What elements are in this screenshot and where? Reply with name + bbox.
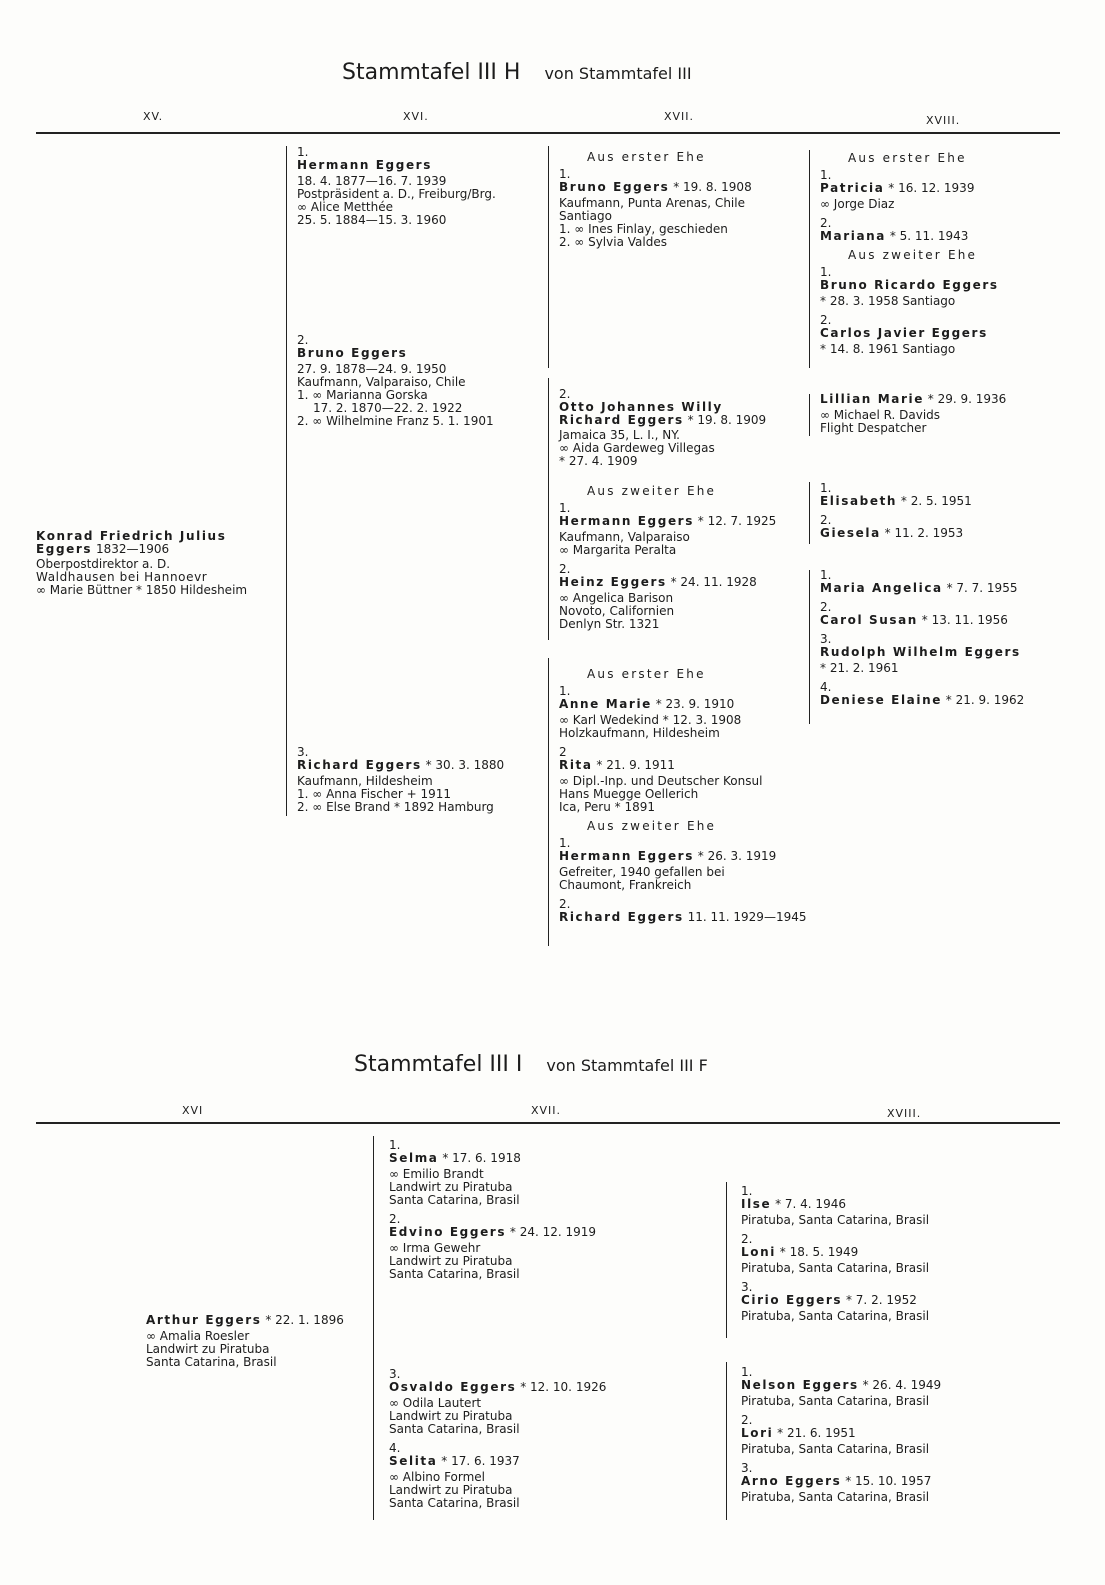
- person-occupation: Kaufmann, Hildesheim: [297, 774, 433, 788]
- tafel-i-gen17-b: [389, 1368, 606, 1510]
- tafel-h-gen16-2: [297, 334, 494, 428]
- child-number: 2.: [559, 562, 571, 576]
- tafel-h-brace-gen18-a: [809, 150, 810, 368]
- person-dates: * 22. 1. 1896: [265, 1313, 344, 1327]
- person-spouse: ∞ Dipl.-Inp. und Deutscher Konsul: [559, 774, 763, 788]
- person-name: Deniese Elaine: [820, 693, 942, 707]
- tafel-h-gen18-b: [820, 393, 1006, 435]
- child-number: 2.: [820, 513, 832, 527]
- person-name: Bruno Ricardo Eggers: [820, 278, 999, 292]
- tafel-h-root: [36, 530, 247, 597]
- person-name: Bruno Eggers: [297, 346, 408, 360]
- person-dates: * 24. 12. 1919: [509, 1225, 597, 1239]
- spouse-dates: * 27. 4. 1909: [559, 454, 638, 468]
- child-number: 1.: [559, 501, 571, 515]
- person-dates: * 7. 4. 1946: [775, 1197, 846, 1211]
- child-number: 1.: [297, 145, 309, 159]
- person-name: Carol Susan: [820, 613, 918, 627]
- child-number: 1.: [741, 1365, 753, 1379]
- person-name: Arno Eggers: [741, 1474, 842, 1488]
- person-dates: * 23. 9. 1910: [655, 697, 735, 711]
- person-name: Cirio Eggers: [741, 1293, 843, 1307]
- person-dates: * 30. 3. 1880: [425, 758, 505, 772]
- spouse-dates: 17. 2. 1870—22. 2. 1922: [313, 401, 463, 415]
- person-spouse: ∞ Aida Gardeweg Villegas: [559, 441, 715, 455]
- person-name: Richard Eggers: [559, 413, 684, 427]
- person-place: Santiago: [559, 209, 612, 223]
- person-occupation: Oberpostdirektor a. D.: [36, 557, 171, 571]
- person-dates: * 2. 5. 1951: [900, 494, 972, 508]
- person-name: Ilse: [741, 1197, 772, 1211]
- tafel-h-brace-gen16: [286, 146, 287, 816]
- tafel-h-gen18-c: [820, 482, 972, 540]
- spouse-dates: 25. 5. 1884—15. 3. 1960: [297, 213, 447, 227]
- person-spouse: ∞ Angelica Barison: [559, 591, 674, 605]
- person-occupation: Landwirt zu Piratuba: [389, 1254, 513, 1268]
- tafel-h-brace-gen17-d: [548, 658, 549, 946]
- person-place: Novoto, Californien: [559, 604, 675, 618]
- person-dates: 18. 4. 1877—16. 7. 1939: [297, 174, 447, 188]
- tafel-h-brace-gen17-a: [548, 146, 549, 368]
- person-dates: * 13. 11. 1956: [921, 613, 1008, 627]
- tafel-i-title: [354, 1052, 708, 1079]
- person-spouse: 1. ∞ Ines Finlay, geschieden: [559, 222, 728, 236]
- marriage-heading: Aus zweiter Ehe: [587, 484, 717, 498]
- person-name: Elisabeth: [820, 494, 898, 508]
- child-number: 1.: [741, 1184, 753, 1198]
- person-dates: * 17. 6. 1937: [441, 1454, 520, 1468]
- person-place: Piratuba, Santa Catarina, Brasil: [741, 1490, 930, 1504]
- tafel-i-brace-gen18-a: [726, 1182, 727, 1338]
- person-spouse: 1. ∞ Marianna Gorska: [297, 388, 428, 402]
- person-place: Piratuba, Santa Catarina, Brasil: [741, 1213, 930, 1227]
- person-spouse: ∞ Irma Gewehr: [389, 1241, 481, 1255]
- tafel-h-gen17-c: [559, 485, 776, 631]
- tafel-h-brace-gen18-c: [809, 482, 810, 544]
- person-name: Maria Angelica: [820, 581, 943, 595]
- tafel-i-title-main: Stammtafel III I: [354, 1052, 523, 1077]
- tafel-i-brace-gen17: [373, 1136, 374, 1520]
- person-occupation: Landwirt zu Piratuba: [389, 1483, 513, 1497]
- person-address: Denlyn Str. 1321: [559, 617, 660, 631]
- person-spouse: ∞ Michael R. Davids: [820, 408, 941, 422]
- person-spouse: ∞ Marie Büttner * 1850 Hildesheim: [36, 583, 248, 597]
- tafel-i-col-xvii: XVII.: [531, 1104, 562, 1117]
- tafel-h-col-xvi: XVI.: [403, 110, 429, 123]
- person-spouse: ∞ Alice Metthée: [297, 200, 393, 214]
- tafel-h-gen17-d: [559, 668, 806, 924]
- person-name: Heinz Eggers: [559, 575, 667, 589]
- tafel-i-header-rule: [36, 1122, 1060, 1124]
- person-spouse: ∞ Karl Wedekind * 12. 3. 1908: [559, 713, 742, 727]
- person-dates: * 26. 4. 1949: [862, 1378, 942, 1392]
- tafel-h-gen17-a: [559, 151, 752, 249]
- tafel-i-brace-gen18-b: [726, 1362, 727, 1520]
- child-number: 1.: [559, 836, 571, 850]
- person-name: Selma: [389, 1151, 439, 1165]
- person-spouse: 2. ∞ Else Brand * 1892 Hamburg: [297, 800, 494, 814]
- person-spouse: ∞ Odila Lautert: [389, 1396, 482, 1410]
- tafel-h-subtitle: von Stammtafel III: [544, 64, 692, 83]
- tafel-h-gen16-3: [297, 746, 504, 814]
- tafel-i-col-xvi: XVI: [182, 1104, 204, 1117]
- person-dates: * 5. 11. 1943: [889, 229, 969, 243]
- person-occupation: Landwirt zu Piratuba: [389, 1409, 513, 1423]
- person-place: Ica, Peru * 1891: [559, 800, 656, 814]
- person-dates: * 12. 10. 1926: [520, 1380, 607, 1394]
- person-dates: * 21. 9. 1911: [596, 758, 675, 772]
- marriage-heading: Aus zweiter Ehe: [587, 819, 717, 833]
- person-dates: * 24. 11. 1928: [670, 575, 757, 589]
- person-name: Giesela: [820, 526, 881, 540]
- person-name: Hermann Eggers: [297, 158, 432, 172]
- person-name: Richard Eggers: [297, 758, 422, 772]
- tafel-h-title: [342, 60, 692, 87]
- person-spouse: ∞ Amalia Roesler: [146, 1329, 250, 1343]
- person-dates: * 14. 8. 1961 Santiago: [820, 342, 956, 356]
- tafel-i-gen18-a: [741, 1185, 929, 1323]
- person-name: Nelson Eggers: [741, 1378, 859, 1392]
- person-name: Carlos Javier Eggers: [820, 326, 988, 340]
- person-occupation: Kaufmann, Valparaiso: [559, 530, 690, 544]
- child-number: 2.: [741, 1232, 753, 1246]
- child-number: 3.: [389, 1367, 401, 1381]
- child-number: 2.: [820, 313, 832, 327]
- person-name: Hermann Eggers: [559, 514, 694, 528]
- person-place: Piratuba, Santa Catarina, Brasil: [741, 1261, 930, 1275]
- person-name: Hermann Eggers: [559, 849, 694, 863]
- child-number: 2.: [297, 333, 309, 347]
- tafel-h-title-main: Stammtafel III H: [342, 60, 521, 85]
- tafel-i-gen17-a: [389, 1139, 596, 1281]
- person-name: Loni: [741, 1245, 776, 1259]
- person-occupation: Postpräsident a. D., Freiburg/Brg.: [297, 187, 496, 201]
- tafel-h-gen16-1: [297, 146, 496, 227]
- tafel-i-subtitle: von Stammtafel III F: [546, 1056, 708, 1075]
- child-number: 2.: [820, 216, 832, 230]
- person-name: Selita: [389, 1454, 438, 1468]
- person-place: Piratuba, Santa Catarina, Brasil: [741, 1442, 930, 1456]
- person-dates: 27. 9. 1878—24. 9. 1950: [297, 362, 447, 376]
- person-place: Santa Catarina, Brasil: [146, 1355, 277, 1369]
- tafel-h-brace-gen17-b: [548, 378, 549, 640]
- person-name: Patricia: [820, 181, 885, 195]
- person-name: Richard Eggers: [559, 910, 684, 924]
- child-number: 1.: [820, 168, 832, 182]
- person-spouse: ∞ Margarita Peralta: [559, 543, 677, 557]
- tafel-i-root: [146, 1314, 344, 1369]
- person-dates: * 21. 2. 1961: [820, 661, 899, 675]
- person-dates: * 7. 7. 1955: [946, 581, 1018, 595]
- person-dates: * 11. 2. 1953: [884, 526, 964, 540]
- child-number: 1.: [820, 568, 832, 582]
- tafel-h-brace-gen18-b: [809, 394, 810, 436]
- person-spouse: ∞ Emilio Brandt: [389, 1167, 484, 1181]
- child-number: 2.: [820, 600, 832, 614]
- child-number: 4.: [820, 680, 832, 694]
- marriage-heading: Aus erster Ehe: [587, 150, 706, 164]
- child-number: 2.: [389, 1212, 401, 1226]
- person-name: Osvaldo Eggers: [389, 1380, 517, 1394]
- person-dates: * 16. 12. 1939: [888, 181, 975, 195]
- child-number: 4.: [389, 1441, 401, 1455]
- person-spouse: ∞ Jorge Diaz: [820, 197, 895, 211]
- person-name: Edvino Eggers: [389, 1225, 507, 1239]
- person-occupation: Holzkaufmann, Hildesheim: [559, 726, 720, 740]
- person-dates: * 26. 3. 1919: [697, 849, 777, 863]
- spouse-name: Hans Muegge Oellerich: [559, 787, 699, 801]
- child-number: 1.: [559, 167, 571, 181]
- person-place: Santa Catarina, Brasil: [389, 1422, 520, 1436]
- child-number: 1.: [559, 684, 571, 698]
- person-place: Santa Catarina, Brasil: [389, 1267, 520, 1281]
- child-number: 2: [559, 745, 567, 759]
- person-name: Mariana: [820, 229, 887, 243]
- person-occupation: Landwirt zu Piratuba: [389, 1180, 513, 1194]
- person-name: Rita: [559, 758, 593, 772]
- person-place: Santa Catarina, Brasil: [389, 1496, 520, 1510]
- person-place: Piratuba, Santa Catarina, Brasil: [741, 1309, 930, 1323]
- person-name: Otto Johannes Willy: [559, 400, 723, 414]
- person-dates: * 7. 2. 1952: [845, 1293, 917, 1307]
- tafel-h-gen17-b: [559, 388, 766, 468]
- person-place: Santa Catarina, Brasil: [389, 1193, 520, 1207]
- person-dates: * 28. 3. 1958 Santiago: [820, 294, 956, 308]
- person-dates: * 12. 7. 1925: [697, 514, 777, 528]
- person-dates: * 19. 8. 1908: [673, 180, 752, 194]
- person-dates: * 17. 6. 1918: [442, 1151, 521, 1165]
- child-number: 3.: [741, 1280, 753, 1294]
- person-dates: 11. 11. 1929—1945: [687, 910, 807, 924]
- tafel-h-brace-gen18-d: [809, 570, 810, 724]
- person-name: Arthur Eggers: [146, 1313, 262, 1327]
- tafel-h-col-xv: XV.: [143, 110, 164, 123]
- person-name: Bruno Eggers: [559, 180, 670, 194]
- person-dates: * 18. 5. 1949: [779, 1245, 859, 1259]
- person-dates: 1832—1906: [96, 542, 170, 556]
- person-spouse: 2. ∞ Wilhelmine Franz 5. 1. 1901: [297, 414, 494, 428]
- person-occupation: Gefreiter, 1940 gefallen bei: [559, 865, 725, 879]
- marriage-heading: Aus erster Ehe: [848, 151, 967, 165]
- child-number: 3.: [741, 1461, 753, 1475]
- child-number: 1.: [820, 265, 832, 279]
- person-dates: * 15. 10. 1957: [845, 1474, 932, 1488]
- person-place: Chaumont, Frankreich: [559, 878, 692, 892]
- tafel-h-gen18-a: [820, 152, 999, 356]
- person-occupation: Flight Despatcher: [820, 421, 927, 435]
- person-name: Rudolph Wilhelm Eggers: [820, 645, 1021, 659]
- person-dates: * 19. 8. 1909: [687, 413, 767, 427]
- tafel-i-gen18-b: [741, 1366, 941, 1504]
- person-name: Konrad Friedrich Julius: [36, 529, 227, 543]
- marriage-heading: Aus zweiter Ehe: [848, 248, 978, 262]
- person-name: Lori: [741, 1426, 774, 1440]
- child-number: 3.: [297, 745, 309, 759]
- tafel-h-gen18-d: [820, 569, 1024, 707]
- tafel-h-col-xvii: XVII.: [664, 110, 695, 123]
- tafel-i-col-xviii: XVIII.: [887, 1107, 922, 1120]
- person-spouse: ∞ Albino Formel: [389, 1470, 486, 1484]
- person-dates: * 21. 6. 1951: [777, 1426, 856, 1440]
- child-number: 2.: [559, 387, 571, 401]
- child-number: 2.: [559, 897, 571, 911]
- child-number: 1.: [389, 1138, 401, 1152]
- tafel-h-col-xviii: XVIII.: [926, 114, 961, 127]
- child-number: 3.: [820, 632, 832, 646]
- person-place: Piratuba, Santa Catarina, Brasil: [741, 1394, 930, 1408]
- person-name: Eggers: [36, 542, 93, 556]
- person-name: Anne Marie: [559, 697, 652, 711]
- person-dates: * 21. 9. 1962: [945, 693, 1025, 707]
- person-occupation: Kaufmann, Valparaiso, Chile: [297, 375, 466, 389]
- person-place: Jamaica 35, L. I., NY.: [559, 428, 680, 442]
- person-place: Waldhausen bei Hannoevr: [36, 570, 208, 584]
- person-dates: * 29. 9. 1936: [927, 392, 1007, 406]
- person-occupation: Landwirt zu Piratuba: [146, 1342, 270, 1356]
- person-occupation: Kaufmann, Punta Arenas, Chile: [559, 196, 745, 210]
- person-name: Lillian Marie: [820, 392, 924, 406]
- tafel-h-header-rule: [36, 132, 1060, 134]
- person-spouse: 1. ∞ Anna Fischer + 1911: [297, 787, 452, 801]
- person-spouse: 2. ∞ Sylvia Valdes: [559, 235, 667, 249]
- child-number: 2.: [741, 1413, 753, 1427]
- marriage-heading: Aus erster Ehe: [587, 667, 706, 681]
- child-number: 1.: [820, 481, 832, 495]
